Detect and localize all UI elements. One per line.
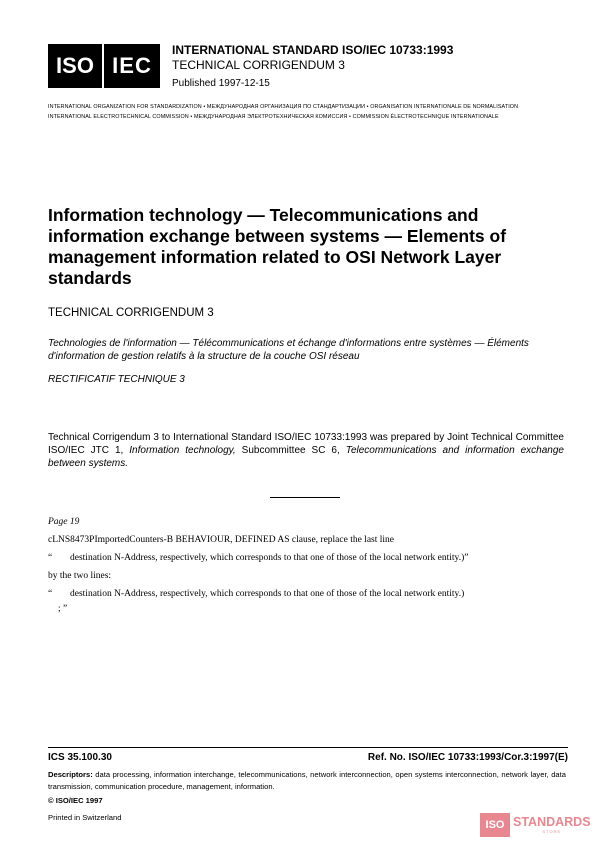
descriptors-text: data processing, information interchange, telecommunications, network interconnection, open systems interconnection, network layer, data transmission, communication procedure, management, information.: [48, 770, 566, 791]
instruction-line: cLNS8473PImportedCounters-B BEHAVIOUR, DEFINED AS clause, replace the last line: [48, 535, 394, 545]
intro-italic-2: Telecommunications and information exchange between systems.: [48, 445, 564, 469]
watermark-store: STORE: [542, 829, 562, 834]
descriptors-label: Descriptors:: [48, 770, 93, 779]
iso-iec-logo: [48, 44, 160, 88]
footer-divider: [48, 747, 568, 748]
new-line-2: ; ”: [58, 604, 68, 614]
org-line-iec: INTERNATIONAL ELECTROTECHNICAL COMMISSION • МЕЖДУНАРОДНАЯ ЭЛЕКТРОТЕХНИЧЕСКАЯ КОМИССИЯ • COMMISSION ÉLECTROTECHNIQUE INTERNATIONALE: [48, 114, 499, 120]
iso-logo: ISO: [48, 44, 102, 88]
old-line: destination N-Address, respectively, which corresponds to that one of those of the local network entity.)”: [70, 553, 469, 563]
watermark-iso-logo: ISO: [480, 813, 510, 837]
intro-paragraph: [48, 431, 564, 470]
new-open-quote: “: [48, 589, 53, 599]
reference-number: Ref. No. ISO/IEC 10733:1993/Cor.3:1997(E): [367, 752, 568, 763]
document-title: Information technology — Telecommunications and information exchange between systems — Elements of management information related to OSI Network Layer standards: [48, 205, 507, 288]
descriptors: [48, 769, 566, 793]
published-date: Published 1997-12-15: [172, 78, 270, 89]
page-reference: Page 19: [48, 517, 80, 527]
copyright: © ISO/IEC 1997: [48, 796, 103, 805]
watermark-text: STANDARDS: [513, 815, 591, 829]
org-line-iso: INTERNATIONAL ORGANIZATION FOR STANDARDIZATION • МЕЖДУНАРОДНАЯ ОРГАНИЗАЦИЯ ПО СТАНДАРТИЗАЦИИ • ORGANISATION INTERNATIONALE DE NORMALISATION: [48, 104, 519, 110]
ics-code: ICS 35.100.30: [48, 752, 112, 763]
intro-italic-1: Information technology,: [129, 445, 236, 456]
watermark-wordmark: [513, 816, 591, 834]
intro-text-2: Subcommittee SC 6,: [235, 445, 346, 456]
tc-heading: TECHNICAL CORRIGENDUM 3: [48, 307, 214, 319]
new-line: destination N-Address, respectively, which corresponds to that one of those of the local network entity.): [70, 589, 465, 599]
old-open-quote: “: [48, 553, 53, 563]
standard-number: INTERNATIONAL STANDARD ISO/IEC 10733:1993: [172, 43, 454, 57]
by-lines: by the two lines:: [48, 571, 112, 581]
standards-store-watermark: [480, 813, 591, 837]
section-divider: [270, 497, 340, 498]
french-rectificatif: RECTIFICATIF TECHNIQUE 3: [48, 374, 185, 385]
iec-logo: IEC: [104, 44, 160, 88]
printed-in: Printed in Switzerland: [48, 813, 122, 822]
french-title: Technologies de l'information — Télécommunications et échange d'informations entre systèmes — Éléments d'information de gestion relatifs à la structure de la couche OSI réseau: [48, 338, 529, 362]
intro-text-1: Technical Corrigendum 3 to International Standard ISO/IEC 10733:1993 was prepared by Joint Technical Committee ISO/IEC JTC 1,: [48, 432, 564, 456]
corrigendum-label: TECHNICAL CORRIGENDUM 3: [172, 58, 345, 72]
